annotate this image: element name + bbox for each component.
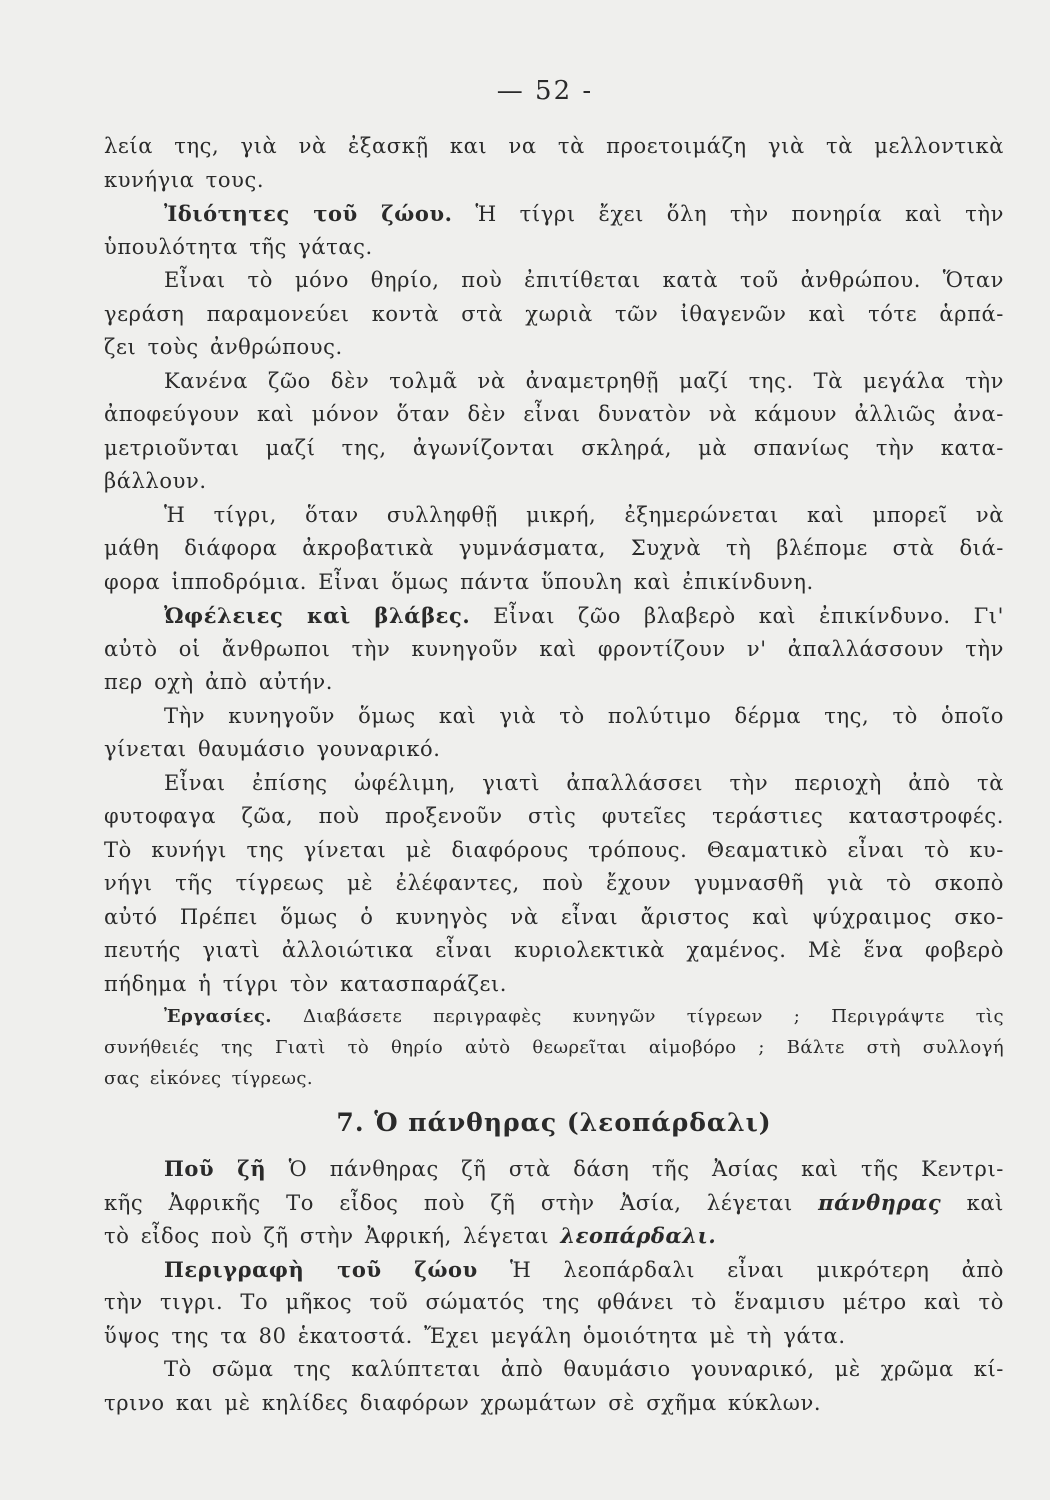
text-line: λεία της, γιὰ νὰ ἐξασκῇ και να τὰ προετοιμάζη γιὰ τὰ μελλοντικὰ [104, 134, 1004, 158]
text-span: καὶ [966, 1190, 1004, 1215]
text-line: γεράση παραμονεύει κοντὰ στὰ χωριὰ τῶν ἰθαγενῶν καὶ τότε ἁρπά- [104, 301, 1004, 326]
text-line: αὐτὸ οἱ ἄνθρωποι τὴν κυνηγοῦν καὶ φροντίζουν ν' ἀπαλλάσσουν τὴν [104, 636, 1004, 661]
text-line: πευτής γιατὶ ἀλλοιώτικα εἶναι κυριολεκτικὰ χαμένος. Μὲ ἕνα φοβερὸ [104, 938, 1004, 962]
text-line: περ οχὴ ἀπὸ αὐτήν. [104, 670, 334, 694]
text-line: μετριοῦνται μαζί της, ἀγωνίζονται σκληρά, μὰ σπανίως τὴν κατα- [104, 435, 1004, 460]
text-line: Ἡ τίγρι, ὅταν συλληφθῇ μικρή, ἐξημερώνεται καὶ μπορεῖ νὰ [164, 502, 1004, 527]
text-line: Τὸ σῶμα της καλύπτεται ἀπὸ θαυμάσιο γουναρικό, μὲ χρῶμα κί- [164, 1357, 1004, 1381]
paragraph-benefits [104, 599, 1004, 633]
text-line: τὴν τιγρι. Το μῆκος τοῦ σώματός της φθάνει τὸ ἕναμισυ μέτρο καὶ τὸ [104, 1290, 1004, 1314]
text-line: πήδημα ἡ τίγρι τὸν κατασπαράζει. [104, 971, 508, 996]
text-span: Εἶναι ζῶο βλαβερὸ καὶ ἐπικίνδυνο. Γι' [493, 604, 1004, 628]
text-line: συνήθειές της Γιατὶ τὸ θηρίο αὐτὸ θεωρεῖται αἱμοβόρο ; Βάλτε στὴ συλλογή [104, 1037, 1004, 1058]
text-span: κῆς Ἀφρικῆς Το εἶδος ποὺ ζῆ στὴν Ἀσία, λέγεται [104, 1190, 793, 1215]
heading-habitat: Ποῦ ζῆ [164, 1156, 267, 1181]
text-line: νήγι τῆς τίγρεως μὲ ἐλέφαντες, ποὺ ἔχουν γυμνασθῆ γιὰ τὸ σκοπὸ [104, 871, 1004, 895]
text-line: Κανένα ζῶο δὲν τολμᾶ νὰ ἀναμετρηθῇ μαζί της. Τὰ μεγάλα τὴν [164, 368, 1004, 393]
text-span: τὸ εἶδος ποὺ ζῆ στὴν Ἀφρική, λέγεται [104, 1224, 550, 1248]
text-line: Εἶναι ἐπίσης ὠφέλιμη, γιατὶ ἀπαλλάσσει τὴν περιοχὴ ἀπὸ τὰ [164, 770, 1004, 795]
section-title: 7. Ὁ πάνθηρας (λεοπάρδαλι) [336, 1108, 772, 1137]
text-line: Τὴν κυνηγοῦν ὅμως καὶ γιὰ τὸ πολύτιμο δέρμα της, τὸ ὁποῖο [164, 703, 1004, 728]
text-line: σας εἰκόνες τίγρεως. [104, 1068, 313, 1089]
text-span: Ὁ πάνθηρας ζῆ στὰ δάση τῆς Ἀσίας καὶ τῆς Κεντρι- [288, 1157, 1004, 1181]
term-leopard: λεοπάρδαλι. [560, 1223, 717, 1248]
text-line: ὑπουλότητα τῆς γάτας. [104, 234, 373, 259]
paragraph-description [104, 1253, 1004, 1287]
term-panther: πάνθηρας [818, 1189, 942, 1215]
text-line: αὐτό Πρέπει ὅμως ὁ κυνηγὸς νὰ εἶναι ἄριστος καὶ ψύχραιμος σκο- [104, 904, 1004, 929]
paragraph-habitat [104, 1152, 1004, 1186]
text-span: Διαβάσετε περιγραφὲς κυνηγῶν τίγρεων ; Περιγράψτε τὶς [302, 1006, 1004, 1027]
heading-properties: Ἰδιότητες τοῦ ζώου. [164, 201, 453, 226]
text-line: γίνεται θαυμάσιο γουναρικό. [104, 737, 441, 761]
text-line: ζει τοὺς ἀνθρώπους. [104, 335, 343, 359]
text-line: ἀποφεύγουν καὶ μόνον ὅταν δὲν εἶναι δυνατὸν νὰ κάμουν ἀλλιῶς ἀνα- [104, 402, 1004, 426]
heading-exercises: Ἐργασίες. [164, 1006, 272, 1027]
text-line: βάλλουν. [104, 469, 207, 493]
exercises-block [104, 1001, 1004, 1032]
text-line: τρινο και μὲ κηλίδες διαφόρων χρωμάτων σὲ σχῆμα κύκλων. [104, 1390, 822, 1415]
text-span: Ἡ λεοπάρδαλι εἶναι μικρότερη ἀπὸ [509, 1257, 1004, 1282]
text-line: φυτοφαγα ζῶα, ποὺ προξενοῦν στὶς φυτεῖες τεράστιες καταστροφές. [104, 804, 1004, 828]
heading-description: Περιγραφὴ τοῦ ζώου [164, 1256, 478, 1282]
page-number: — 52 - [496, 76, 594, 106]
text-line: μάθη διάφορα ἀκροβατικὰ γυμνάσματα, Συχνὰ τὴ βλέπομε στὰ διά- [104, 536, 1004, 560]
text-line [104, 1186, 1004, 1220]
text-line: Τὸ κυνήγι της γίνεται μὲ διαφόρους τρόπους. Θεαματικὸ εἶναι τὸ κυ- [104, 837, 1004, 862]
text-line: κυνήγια τους. [104, 167, 265, 192]
text-span: Ἡ τίγρι ἔχει ὅλη τὴν πονηρία καὶ τὴν [475, 202, 1004, 226]
paragraph-properties [104, 197, 1004, 231]
heading-benefits: Ὠφέλειες καὶ βλάβες. [164, 603, 471, 628]
text-line: φορα ἱπποδρόμια. Εἶναι ὅμως πάντα ὕπουλη καὶ ἐπικίνδυνη. [104, 569, 814, 594]
text-line [104, 1219, 1004, 1253]
text-line: ὕψος της τα 80 ἑκατοστά. Ἔχει μεγάλη ὁμοιότητα μὲ τὴ γάτα. [104, 1323, 846, 1348]
text-line: Εἶναι τὸ μόνο θηρίο, ποὺ ἐπιτίθεται κατὰ τοῦ ἀνθρώπου. Ὅταν [164, 268, 1004, 292]
text-body [104, 130, 1004, 1420]
